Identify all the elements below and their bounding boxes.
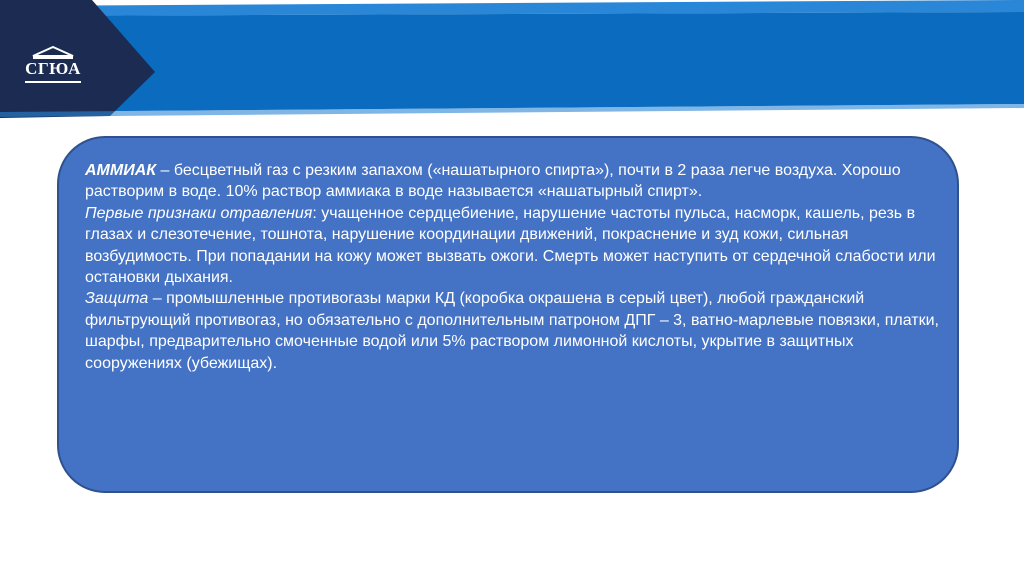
protection-text: – промышленные противогазы марки КД (коробка окрашена в серый цвет), любой гражданский фильтрующий противогаз, но обязательно с дополнительным патроном ДПГ – 3, ватно-марлевые повязки, платки, шарфы, предварительно смоченные водой или 5% раствором лимонной кислоты, укрытие в защитных сооружениях (убежищах).: [85, 290, 939, 372]
paragraph-protection: [85, 288, 945, 374]
logo-underline: [25, 81, 81, 83]
symptoms-label: Первые признаки отравления: [85, 204, 313, 222]
content-text: [85, 160, 945, 374]
ammonia-description: – бесцветный газ с резким запахом («нашатырного спирта»), почти в 2 раза легче воздуха. Хорошо растворим в воде. 10% раствор аммиака в воде называется «нашатырный спирт».: [85, 162, 901, 201]
logo-text: СГЮА: [25, 59, 81, 78]
content-box: [57, 136, 959, 493]
university-logo: [18, 46, 88, 98]
paragraph-symptoms: [85, 203, 945, 289]
header-blue-band: [0, 12, 1024, 112]
paragraph-ammonia: [85, 160, 945, 203]
protection-label: Защита: [85, 290, 149, 308]
term-ammonia: АММИАК: [85, 162, 157, 179]
building-roof-icon: [31, 46, 75, 60]
symptoms-text: : учащенное сердцебиение, нарушение частоты пульса, насморк, кашель, резь в глазах и слезотечение, тошнота, нарушение координации движений, покраснение и зуд кожи, сильная возбудимость. При попадании на кожу может вызвать ожоги. Смерть может наступить от сердечной слабости или остановки дыхания.: [85, 204, 936, 287]
header-band: [0, 0, 1024, 130]
